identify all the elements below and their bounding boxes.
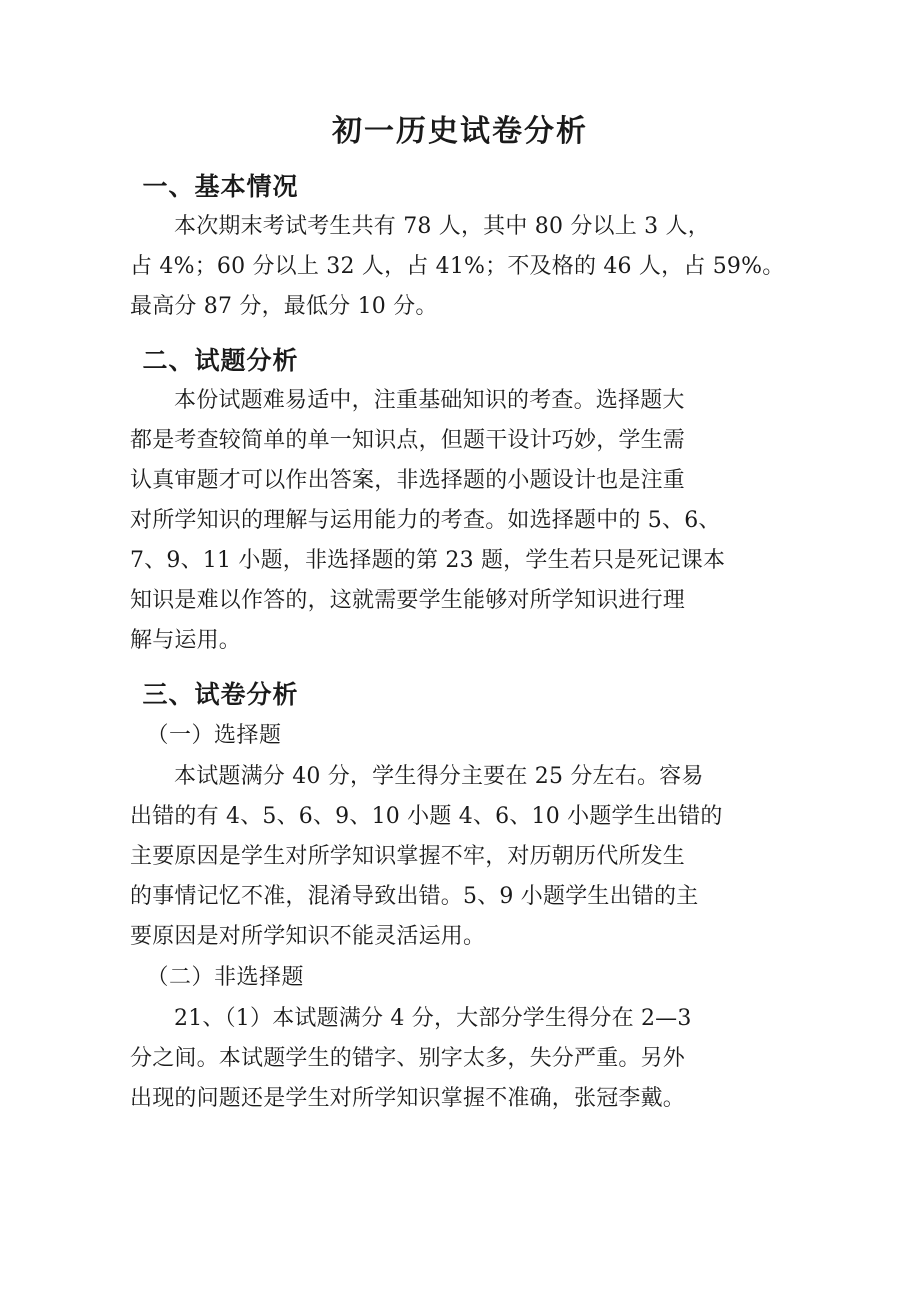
text-line: 最高分 87 分，最低分 10 分。 — [130, 293, 438, 319]
paragraph-2-1 — [130, 381, 790, 661]
text-line: 解与运用。 — [130, 628, 242, 653]
text-line: 认真审题才可以作出答案，非选择题的小题设计也是注重 — [130, 468, 686, 493]
section-heading-3: 三、试卷分析 — [142, 680, 299, 709]
text-line: 21、（1）本试题满分 4 分，大部分学生得分在 2—3 — [174, 1005, 692, 1031]
text-line: 都是考查较简单的单一知识点，但题干设计巧妙，学生需 — [130, 428, 686, 453]
paragraph-3-1 — [130, 757, 790, 957]
text-line: 对所学知识的理解与运用能力的考查。如选择题中的 5、6、 — [130, 508, 721, 533]
page-title: 初一历史试卷分析 — [332, 114, 588, 149]
text-line: 占 4%；60 分以上 32 人，占 41%；不及格的 46 人，占 59%。 — [130, 253, 785, 279]
subsection-heading-3-2: （二）非选择题 — [146, 965, 305, 991]
text-line: 7、9、11 小题，非选择题的第 23 题，学生若只是死记课本 — [130, 548, 726, 573]
paragraph-1-1 — [130, 207, 790, 327]
text-line: 本份试题难易适中，注重基础知识的考查。选择题大 — [174, 388, 685, 413]
text-line: 出错的有 4、5、6、9、10 小题 4、6、10 小题学生出错的 — [130, 804, 723, 830]
text-line: 的事情记忆不准，混淆导致出错。5、9 小题学生出错的主 — [130, 884, 699, 910]
text-line: 本次期末考试考生共有 78 人，其中 80 分以上 3 人， — [174, 213, 710, 239]
text-line: 本试题满分 40 分，学生得分主要在 25 分左右。容易 — [174, 764, 704, 790]
document-body — [130, 0, 790, 1119]
subsection-heading-3-1: （一）选择题 — [146, 723, 282, 749]
text-line: 主要原因是学生对所学知识掌握不牢，对历朝历代所发生 — [130, 844, 686, 870]
text-line: 出现的问题还是学生对所学知识掌握不准确，张冠李戴。 — [130, 1085, 686, 1111]
text-line: 要原因是对所学知识不能灵活运用。 — [130, 924, 486, 950]
text-line: 分之间。本试题学生的错字、别字太多，失分严重。另外 — [130, 1045, 686, 1071]
paragraph-3-2 — [130, 999, 790, 1119]
section-heading-2: 二、试题分析 — [142, 345, 299, 375]
section-heading-1: 一、基本情况 — [142, 171, 299, 201]
text-line: 知识是难以作答的，这就需要学生能够对所学知识进行理 — [130, 588, 686, 613]
